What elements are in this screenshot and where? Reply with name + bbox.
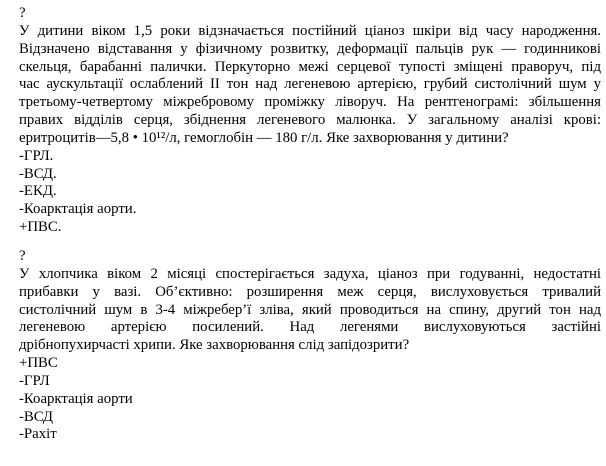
question-body-line: систолічний шум в 3-4 міжребер’ї зліва, який проводиться на спину, другий тон над xyxy=(19,301,601,318)
answer-option: -ГРЛ xyxy=(19,372,50,389)
document-page xyxy=(19,5,601,444)
question-body-line: еритроцитів—5,8 • 10¹²/л, гемоглобін — 180 г/л. Яке захворювання у дитини? xyxy=(19,129,509,146)
question-body-line: У дитини віком 1,5 роки відзначається постійний ціаноз шкіри від часу народження. xyxy=(19,22,601,39)
question-block xyxy=(19,5,601,237)
question-body-line: третьому-четвертому міжребровому проміжку ліворуч. На рентгенограмі: збільшення xyxy=(19,94,601,111)
question-body-line: У хлопчика віком 2 місяці спостерігається задуха, ціаноз при годуванні, недостатні xyxy=(19,265,601,282)
question-body-line: легеневою артерією посилений. Над легенями вислуховуються застійні xyxy=(19,319,601,336)
question-body-line: скельця, барабанні палички. Перкуторно межі серцевої тупості зміщені праворуч, під xyxy=(19,58,601,75)
answer-option: +ПВС. xyxy=(19,219,62,236)
question-body-line: прибавки у вазі. Об’єктивно: розширення меж серця, вислуховується тривалий xyxy=(19,283,601,300)
answer-option: -Рахіт xyxy=(19,426,57,443)
answer-option: -ВСД. xyxy=(19,165,57,182)
answer-option: -ЕКД. xyxy=(19,183,57,200)
question-marker: ? xyxy=(19,247,26,264)
answer-option: -Коарктація аорти xyxy=(19,390,133,407)
answer-option: +ПВС xyxy=(19,355,58,372)
answer-option: -ГРЛ. xyxy=(19,147,54,164)
question-marker: ? xyxy=(19,5,26,21)
question-body-line: час аускультації ослаблений II тон над легеневою артерією, грубий систолічний шум у xyxy=(19,76,601,93)
answer-option: -Коарктація аорти. xyxy=(19,201,137,218)
question-body-line: Відзначено відставання у фізичному розвитку, деформації пальців рук — годинникові xyxy=(19,40,601,57)
answer-option: -ВСД xyxy=(19,408,54,425)
question-body-line: правих відділів серця, збіднення легеневого малюнка. У загальному аналізі крові: xyxy=(19,112,601,129)
question-body-line: дрібнопухирчасті хрипи. Яке захворювання слід запідозрити? xyxy=(19,337,410,354)
question-block xyxy=(19,248,601,444)
